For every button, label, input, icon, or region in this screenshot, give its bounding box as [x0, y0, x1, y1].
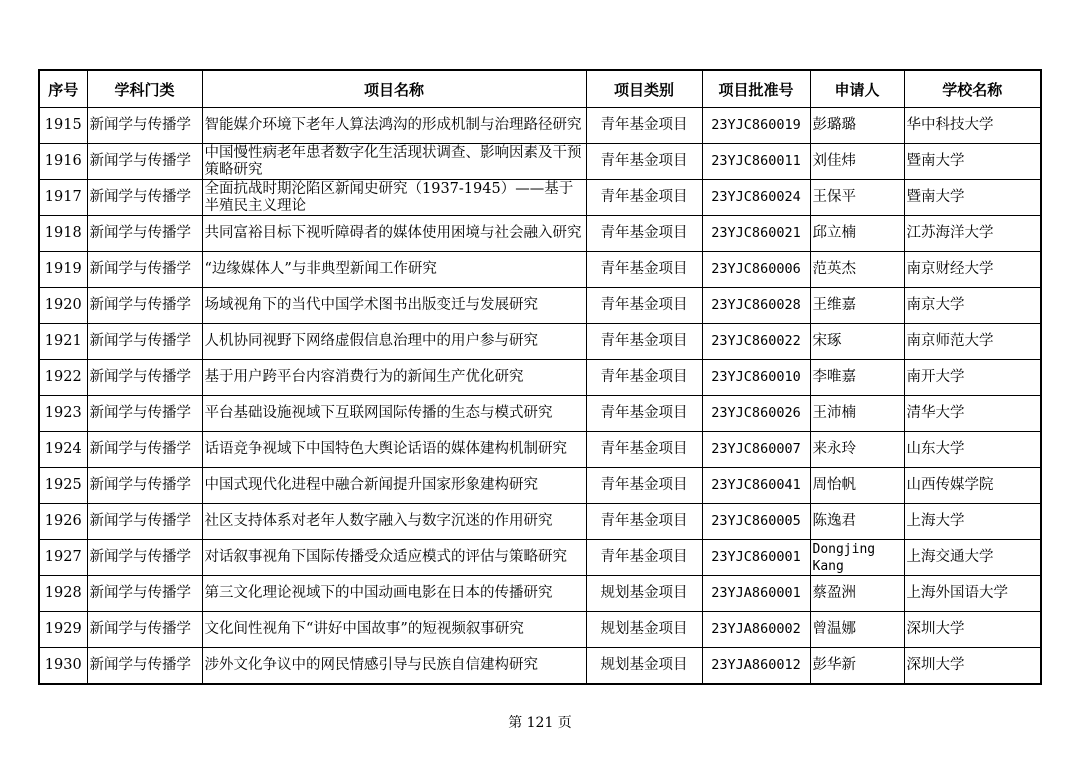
- row-applicant: 王保平: [810, 180, 904, 216]
- row-discipline: 新闻学与传播学: [87, 324, 202, 360]
- row-school: 清华大学: [904, 396, 1041, 432]
- row-project-type: 青年基金项目: [586, 288, 702, 324]
- row-discipline: 新闻学与传播学: [87, 396, 202, 432]
- row-project-name: 中国慢性病老年患者数字化生活现状调查、影响因素及干预策略研究: [202, 144, 586, 180]
- row-approval-number: 23YJC860011: [702, 144, 810, 180]
- row-approval-number: 23YJC860024: [702, 180, 810, 216]
- row-applicant: 彭华新: [810, 648, 904, 685]
- row-approval-number: 23YJC860041: [702, 468, 810, 504]
- row-approval-number: 23YJC860007: [702, 432, 810, 468]
- row-project-type: 青年基金项目: [586, 540, 702, 576]
- row-applicant: 陈逸君: [810, 504, 904, 540]
- row-discipline: 新闻学与传播学: [87, 540, 202, 576]
- row-project-name: 话语竞争视域下中国特色大舆论话语的媒体建构机制研究: [202, 432, 586, 468]
- row-project-type: 青年基金项目: [586, 360, 702, 396]
- row-approval-number: 23YJC860021: [702, 216, 810, 252]
- row-school: 山西传媒学院: [904, 468, 1041, 504]
- row-discipline: 新闻学与传播学: [87, 360, 202, 396]
- row-applicant: 来永玲: [810, 432, 904, 468]
- row-school: 深圳大学: [904, 648, 1041, 685]
- row-school: 南京师范大学: [904, 324, 1041, 360]
- table-row: [39, 216, 1041, 252]
- row-applicant: 李唯嘉: [810, 360, 904, 396]
- row-applicant: 彭璐璐: [810, 108, 904, 144]
- row-project-type: 青年基金项目: [586, 216, 702, 252]
- header-school: 学校名称: [904, 70, 1041, 108]
- row-project-type: 青年基金项目: [586, 468, 702, 504]
- project-table: [38, 69, 1042, 685]
- row-discipline: 新闻学与传播学: [87, 144, 202, 180]
- row-project-name: 中国式现代化进程中融合新闻提升国家形象建构研究: [202, 468, 586, 504]
- row-project-name: 全面抗战时期沦陷区新闻史研究（1937-1945）——基于半殖民主义理论: [202, 180, 586, 216]
- row-project-type: 青年基金项目: [586, 180, 702, 216]
- row-index: 1919: [39, 252, 87, 288]
- table-row: [39, 180, 1041, 216]
- table-row: [39, 252, 1041, 288]
- row-applicant: 王沛楠: [810, 396, 904, 432]
- row-applicant: Dongjing Kang: [810, 540, 904, 576]
- row-applicant: 曾温娜: [810, 612, 904, 648]
- row-school: 上海交通大学: [904, 540, 1041, 576]
- table-row: [39, 396, 1041, 432]
- row-discipline: 新闻学与传播学: [87, 288, 202, 324]
- table-row: [39, 324, 1041, 360]
- row-applicant: 周怡帆: [810, 468, 904, 504]
- table-row: [39, 288, 1041, 324]
- row-discipline: 新闻学与传播学: [87, 216, 202, 252]
- row-project-name: 共同富裕目标下视听障碍者的媒体使用困境与社会融入研究: [202, 216, 586, 252]
- row-discipline: 新闻学与传播学: [87, 648, 202, 685]
- row-approval-number: 23YJC860028: [702, 288, 810, 324]
- row-project-type: 青年基金项目: [586, 144, 702, 180]
- row-discipline: 新闻学与传播学: [87, 432, 202, 468]
- table-row: [39, 576, 1041, 612]
- header-index: 序号: [39, 70, 87, 108]
- table-row: [39, 612, 1041, 648]
- row-school: 暨南大学: [904, 144, 1041, 180]
- row-school: 南开大学: [904, 360, 1041, 396]
- row-school: 深圳大学: [904, 612, 1041, 648]
- row-project-type: 青年基金项目: [586, 108, 702, 144]
- row-school: 华中科技大学: [904, 108, 1041, 144]
- header-discipline: 学科门类: [87, 70, 202, 108]
- table-header-row: [39, 70, 1041, 108]
- row-discipline: 新闻学与传播学: [87, 252, 202, 288]
- row-approval-number: 23YJA860002: [702, 612, 810, 648]
- table-row: [39, 468, 1041, 504]
- row-approval-number: 23YJC860005: [702, 504, 810, 540]
- row-discipline: 新闻学与传播学: [87, 108, 202, 144]
- row-project-name: “边缘媒体人”与非典型新闻工作研究: [202, 252, 586, 288]
- row-project-type: 规划基金项目: [586, 576, 702, 612]
- table-row: [39, 360, 1041, 396]
- row-school: 江苏海洋大学: [904, 216, 1041, 252]
- row-index: 1917: [39, 180, 87, 216]
- row-index: 1928: [39, 576, 87, 612]
- row-project-type: 青年基金项目: [586, 324, 702, 360]
- row-applicant: 蔡盈洲: [810, 576, 904, 612]
- table-row: [39, 648, 1041, 685]
- row-index: 1915: [39, 108, 87, 144]
- row-project-name: 人机协同视野下网络虚假信息治理中的用户参与研究: [202, 324, 586, 360]
- row-school: 南京大学: [904, 288, 1041, 324]
- row-index: 1927: [39, 540, 87, 576]
- row-approval-number: 23YJC860022: [702, 324, 810, 360]
- row-project-name: 场域视角下的当代中国学术图书出版变迁与发展研究: [202, 288, 586, 324]
- row-project-name: 涉外文化争议中的网民情感引导与民族自信建构研究: [202, 648, 586, 685]
- row-school: 暨南大学: [904, 180, 1041, 216]
- row-project-type: 规划基金项目: [586, 648, 702, 685]
- row-project-name: 智能媒介环境下老年人算法鸿沟的形成机制与治理路径研究: [202, 108, 586, 144]
- row-project-name: 文化间性视角下“讲好中国故事”的短视频叙事研究: [202, 612, 586, 648]
- row-index: 1923: [39, 396, 87, 432]
- row-applicant: 王维嘉: [810, 288, 904, 324]
- table-row: [39, 144, 1041, 180]
- row-project-name: 社区支持体系对老年人数字融入与数字沉迷的作用研究: [202, 504, 586, 540]
- table-row: [39, 432, 1041, 468]
- row-discipline: 新闻学与传播学: [87, 612, 202, 648]
- row-applicant: 宋琢: [810, 324, 904, 360]
- row-approval-number: 23YJC860006: [702, 252, 810, 288]
- row-project-type: 规划基金项目: [586, 612, 702, 648]
- header-approval-number: 项目批准号: [702, 70, 810, 108]
- row-index: 1916: [39, 144, 87, 180]
- row-index: 1929: [39, 612, 87, 648]
- row-school: 上海外国语大学: [904, 576, 1041, 612]
- page-number: 第 121 页: [508, 715, 572, 731]
- row-approval-number: 23YJC860001: [702, 540, 810, 576]
- row-project-type: 青年基金项目: [586, 432, 702, 468]
- row-project-name: 基于用户跨平台内容消费行为的新闻生产优化研究: [202, 360, 586, 396]
- row-index: 1926: [39, 504, 87, 540]
- row-index: 1920: [39, 288, 87, 324]
- row-applicant: 范英杰: [810, 252, 904, 288]
- row-school: 上海大学: [904, 504, 1041, 540]
- row-project-name: 平台基础设施视域下互联网国际传播的生态与模式研究: [202, 396, 586, 432]
- row-project-type: 青年基金项目: [586, 252, 702, 288]
- row-school: 南京财经大学: [904, 252, 1041, 288]
- row-index: 1918: [39, 216, 87, 252]
- table-row: [39, 504, 1041, 540]
- row-index: 1930: [39, 648, 87, 685]
- row-index: 1924: [39, 432, 87, 468]
- row-project-name: 第三文化理论视域下的中国动画电影在日本的传播研究: [202, 576, 586, 612]
- row-discipline: 新闻学与传播学: [87, 504, 202, 540]
- table-row: [39, 540, 1041, 576]
- header-project-type: 项目类别: [586, 70, 702, 108]
- row-project-type: 青年基金项目: [586, 504, 702, 540]
- row-school: 山东大学: [904, 432, 1041, 468]
- row-approval-number: 23YJC860010: [702, 360, 810, 396]
- row-approval-number: 23YJA860012: [702, 648, 810, 685]
- row-index: 1922: [39, 360, 87, 396]
- header-project-name: 项目名称: [202, 70, 586, 108]
- row-index: 1921: [39, 324, 87, 360]
- row-project-name: 对话叙事视角下国际传播受众适应模式的评估与策略研究: [202, 540, 586, 576]
- row-approval-number: 23YJA860001: [702, 576, 810, 612]
- header-applicant: 申请人: [810, 70, 904, 108]
- row-project-type: 青年基金项目: [586, 396, 702, 432]
- row-approval-number: 23YJC860026: [702, 396, 810, 432]
- table-body: [39, 108, 1041, 685]
- row-discipline: 新闻学与传播学: [87, 180, 202, 216]
- row-applicant: 刘佳炜: [810, 144, 904, 180]
- row-discipline: 新闻学与传播学: [87, 576, 202, 612]
- row-index: 1925: [39, 468, 87, 504]
- row-applicant: 邱立楠: [810, 216, 904, 252]
- table-row: [39, 108, 1041, 144]
- row-approval-number: 23YJC860019: [702, 108, 810, 144]
- row-discipline: 新闻学与传播学: [87, 468, 202, 504]
